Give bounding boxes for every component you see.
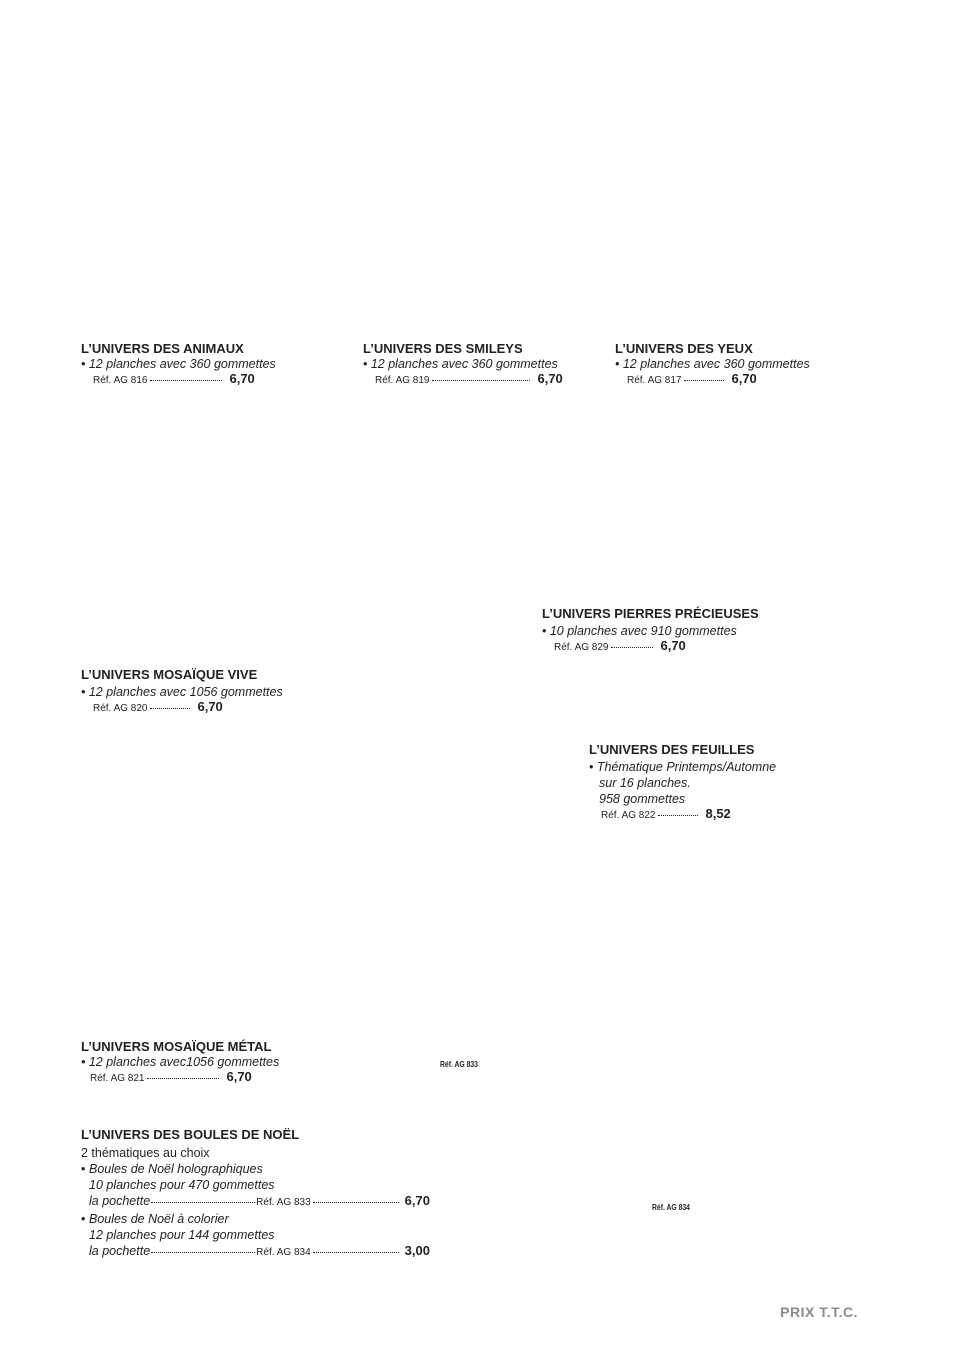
leader-dots xyxy=(150,707,190,709)
noel-item-1-name-row xyxy=(81,1161,430,1177)
product-ref-row xyxy=(363,372,563,388)
bullet: • xyxy=(81,1162,86,1176)
product-ref: Réf. AG 820 xyxy=(93,703,148,714)
leader-dots xyxy=(313,1201,399,1203)
product-price: 8,52 xyxy=(705,806,731,821)
leader-dots xyxy=(151,1201,255,1203)
item-name: Boules de Noël holographiques xyxy=(89,1162,263,1176)
product-ref-row xyxy=(542,639,759,655)
product-smileys xyxy=(363,341,563,388)
product-description: sur 16 planches. xyxy=(599,776,691,790)
leader-dots xyxy=(611,646,653,648)
product-mosaique-metal xyxy=(81,1039,279,1086)
product-description: • 12 planches avec1056 gommettes xyxy=(81,1055,280,1069)
product-title: L’UNIVERS DES BOULES DE NOËL xyxy=(81,1127,300,1142)
product-price: 6,70 xyxy=(537,371,563,386)
product-ref: Réf. AG 816 xyxy=(93,375,148,386)
product-mosaique-vive xyxy=(81,667,283,716)
noel-item-2-price-row xyxy=(81,1243,430,1261)
item-price: 3,00 xyxy=(404,1243,430,1258)
product-pierres-precieuses xyxy=(542,606,759,655)
noel-item-2-name-row xyxy=(81,1211,430,1227)
item-price: 6,70 xyxy=(404,1193,430,1208)
product-price: 6,70 xyxy=(660,638,686,653)
product-ref: Réf. AG 817 xyxy=(627,375,682,386)
price-note: PRIX T.T.C. xyxy=(780,1304,858,1320)
item-detail: 12 planches pour 144 gommettes xyxy=(89,1228,275,1242)
image-caption-ag833: Réf. AG 833 xyxy=(440,1060,478,1069)
product-ref-row xyxy=(81,372,276,388)
product-subtitle: 2 thématiques au choix xyxy=(81,1146,210,1160)
product-title: L’UNIVERS DES FEUILLES xyxy=(589,742,755,757)
product-price: 6,70 xyxy=(197,699,223,714)
product-ref-row xyxy=(589,807,776,823)
product-price: 6,70 xyxy=(731,371,757,386)
noel-item-2-detail-row xyxy=(81,1227,430,1243)
leader-dots xyxy=(684,379,724,381)
leader-dots xyxy=(147,1077,219,1079)
product-yeux xyxy=(615,341,810,388)
item-ref: Réf. AG 834 xyxy=(256,1247,311,1258)
product-title: L’UNIVERS MOSAÏQUE MÉTAL xyxy=(81,1039,272,1054)
product-description: • 12 planches avec 360 gommettes xyxy=(615,357,810,371)
item-ref: Réf. AG 833 xyxy=(256,1197,311,1208)
product-ref: Réf. AG 819 xyxy=(375,375,430,386)
product-ref: Réf. AG 822 xyxy=(601,810,656,821)
product-ref-row xyxy=(615,372,810,388)
item-detail: 10 planches pour 470 gommettes xyxy=(89,1178,275,1192)
product-title: L’UNIVERS MOSAÏQUE VIVE xyxy=(81,667,258,682)
leader-dots xyxy=(432,379,530,381)
item-unit: la pochette xyxy=(89,1194,151,1208)
leader-dots xyxy=(150,379,222,381)
product-feuilles xyxy=(589,742,776,823)
product-animaux xyxy=(81,341,276,388)
product-title: L’UNIVERS DES YEUX xyxy=(615,341,753,356)
product-description: 958 gommettes xyxy=(599,792,686,806)
product-ref: Réf. AG 829 xyxy=(554,642,609,653)
product-description: • 12 planches avec 360 gommettes xyxy=(81,357,276,371)
product-boules-noel xyxy=(81,1127,430,1261)
product-description: • 12 planches avec 1056 gommettes xyxy=(81,685,283,699)
product-description: • Thématique Printemps/Automne xyxy=(589,760,777,774)
image-caption-ag834: Réf. AG 834 xyxy=(652,1203,690,1212)
leader-dots xyxy=(151,1251,255,1253)
product-price: 6,70 xyxy=(229,371,255,386)
noel-item-1-price-row xyxy=(81,1193,430,1211)
product-title: L’UNIVERS PIERRES PRÉCIEUSES xyxy=(542,606,759,621)
product-description: • 10 planches avec 910 gommettes xyxy=(542,624,737,638)
product-title: L’UNIVERS DES ANIMAUX xyxy=(81,341,244,356)
leader-dots xyxy=(313,1251,399,1253)
bullet: • xyxy=(81,1212,86,1226)
product-ref-row xyxy=(81,700,283,716)
product-description: • 12 planches avec 360 gommettes xyxy=(363,357,558,371)
item-unit: la pochette xyxy=(89,1244,151,1258)
leader-dots xyxy=(658,814,698,816)
noel-item-1-detail-row xyxy=(81,1177,430,1193)
product-ref-row xyxy=(81,1070,279,1086)
product-ref: Réf. AG 821 xyxy=(90,1073,145,1084)
product-title: L’UNIVERS DES SMILEYS xyxy=(363,341,523,356)
product-price: 6,70 xyxy=(226,1069,252,1084)
item-name: Boules de Noël à colorier xyxy=(89,1212,229,1226)
